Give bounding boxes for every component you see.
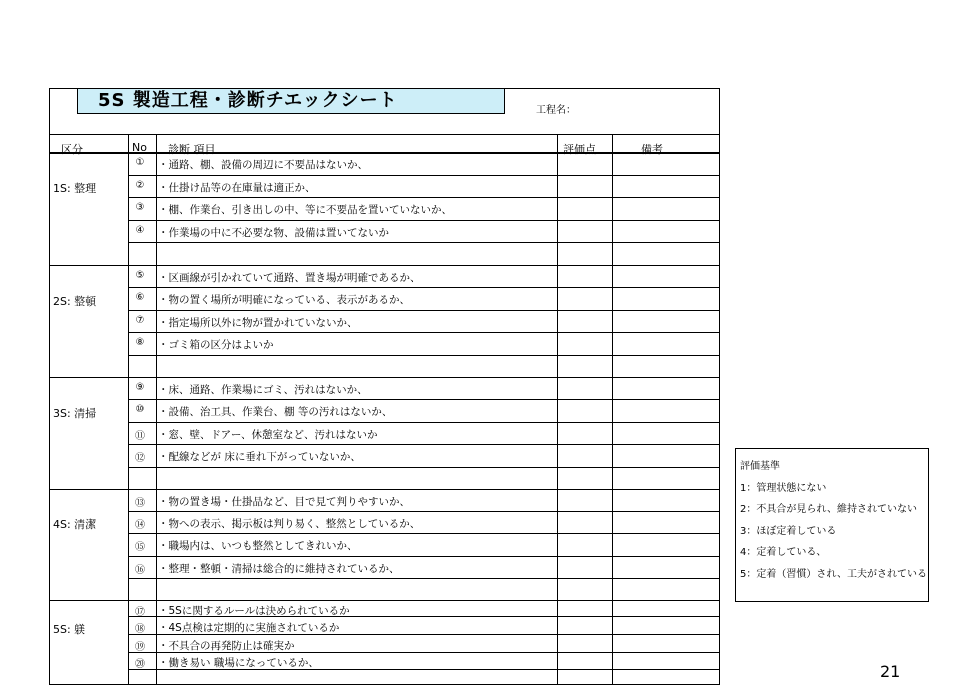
grid-line xyxy=(128,310,720,311)
item-number: ⑯ xyxy=(135,565,145,576)
header-no: No xyxy=(132,141,147,154)
item-number: ⑭ xyxy=(135,520,145,531)
grid-line xyxy=(612,134,613,685)
grid-line xyxy=(128,332,720,333)
item-number: ② xyxy=(135,180,145,191)
item-number: ⑱ xyxy=(135,624,145,635)
legend-item: 1：管理状態にない xyxy=(740,482,827,494)
checklist-item: ・物の置き場・仕掛品など、目で見て判りやすいか、 xyxy=(158,496,410,508)
grid-line xyxy=(128,399,720,400)
item-number: ⑧ xyxy=(135,337,145,348)
item-number: ⑤ xyxy=(135,270,145,281)
sheet-title: 5S 製造工程・診断チエックシート xyxy=(77,88,505,114)
item-number: ④ xyxy=(135,225,145,236)
process-name-label: 工程名： xyxy=(536,105,576,116)
checklist-item: ・職場内は、いつも整然としてきれいか、 xyxy=(158,540,358,552)
checklist-item: ・ゴミ箱の区分はよいか xyxy=(158,339,274,351)
item-number: ⑮ xyxy=(135,542,145,553)
section-label: 3S: 清掃 xyxy=(53,407,97,420)
item-number: ⑳ xyxy=(135,659,145,670)
item-number: ③ xyxy=(135,202,145,213)
checklist-item: ・物の置く場所が明確になっている、表示があるか、 xyxy=(158,294,410,306)
item-number: ⑬ xyxy=(135,498,145,509)
legend-item: 4：定着している、 xyxy=(740,547,827,558)
checklist-item: ・4S点検は定期的に実施されているか xyxy=(158,622,340,634)
header-item: 診断 項目 xyxy=(168,143,216,156)
legend-title: 評価基準 xyxy=(740,461,780,472)
grid-line xyxy=(128,467,720,468)
header-remarks: 備考 xyxy=(641,143,663,156)
header-score: 評価点 xyxy=(563,143,596,156)
legend-item: 3：ほぼ定着している xyxy=(740,525,837,537)
grid-line xyxy=(128,197,720,198)
checklist-item: ・働き易い 職場になっているか、 xyxy=(158,657,319,669)
grid-line xyxy=(49,152,720,154)
grid-line xyxy=(49,134,720,135)
grid-line xyxy=(128,556,720,557)
grid-line xyxy=(128,355,720,356)
grid-line xyxy=(128,134,129,685)
item-number: ⑨ xyxy=(135,382,145,393)
item-number: ⑩ xyxy=(135,404,145,415)
section-label: 1S: 整理 xyxy=(53,182,97,195)
grid-line xyxy=(128,444,720,445)
item-number: ⑪ xyxy=(135,431,145,442)
grid-line xyxy=(49,265,720,266)
grid-line xyxy=(128,220,720,221)
checklist-item: ・配線などが 床に垂れ下がっていないか、 xyxy=(158,451,361,463)
item-number: ⑫ xyxy=(135,453,145,464)
grid-line xyxy=(156,134,157,685)
checklist-item: ・仕掛け品等の在庫量は適正か、 xyxy=(158,182,316,194)
grid-line xyxy=(128,511,720,512)
grid-line xyxy=(49,377,720,378)
item-number: ⑲ xyxy=(135,642,145,653)
checklist-item: ・棚、作業台、引き出しの中、等に不要品を置いていないか、 xyxy=(158,204,452,216)
grid-line xyxy=(128,578,720,579)
legend-item: 2：不具合が見られ、維持されていない xyxy=(740,504,917,515)
grid-line xyxy=(128,422,720,423)
checklist-item: ・設備、治工具、作業台、棚 等の汚れはないか、 xyxy=(158,406,393,418)
checklist-item: ・床、通路、作業場にゴミ、汚れはないか、 xyxy=(158,384,368,396)
checklist-item: ・不具合の再発防止は確実か xyxy=(158,640,295,652)
checklist-item: ・物への表示、掲示板は判り易く、整然としているか、 xyxy=(158,518,421,530)
grid-line xyxy=(49,489,720,490)
section-label: 4S: 清潔 xyxy=(53,518,97,531)
item-number: ⑦ xyxy=(135,315,145,326)
section-label: 5S: 躾 xyxy=(53,623,86,636)
section-label: 2S: 整頓 xyxy=(53,295,97,308)
item-number: ① xyxy=(135,157,145,168)
checklist-item: ・5Sに関するルールは決められているか xyxy=(158,605,350,617)
checklist-item: ・作業場の中に不必要な物、設備は置いてないか xyxy=(158,227,389,239)
checklist-item: ・通路、棚、設備の周辺に不要品はないか、 xyxy=(158,159,368,171)
checklist-item: ・指定場所以外に物が置かれていないか、 xyxy=(158,317,358,329)
legend-item: 5：定着（習慣）され、工夫がされている xyxy=(740,568,927,580)
grid-line xyxy=(49,600,720,601)
checklist-item: ・整理・整頓・清掃は総合的に維持されているか、 xyxy=(158,563,400,575)
grid-line xyxy=(557,134,558,685)
grid-line xyxy=(128,242,720,243)
checklist-item: ・区画線が引かれていて通路、置き場が明確であるか、 xyxy=(158,272,421,284)
checklist-item: ・窓、壁、ドアー、休憩室など、汚れはないか xyxy=(158,429,378,441)
grid-line xyxy=(128,175,720,176)
grid-line xyxy=(128,533,720,534)
item-number: ⑥ xyxy=(135,292,145,303)
checklist-sheet xyxy=(49,88,720,685)
grid-line xyxy=(128,287,720,288)
header-category: 区分 xyxy=(61,143,83,156)
page-number: 21 xyxy=(880,662,901,681)
item-number: ⑰ xyxy=(135,607,145,618)
evaluation-legend xyxy=(735,448,929,602)
